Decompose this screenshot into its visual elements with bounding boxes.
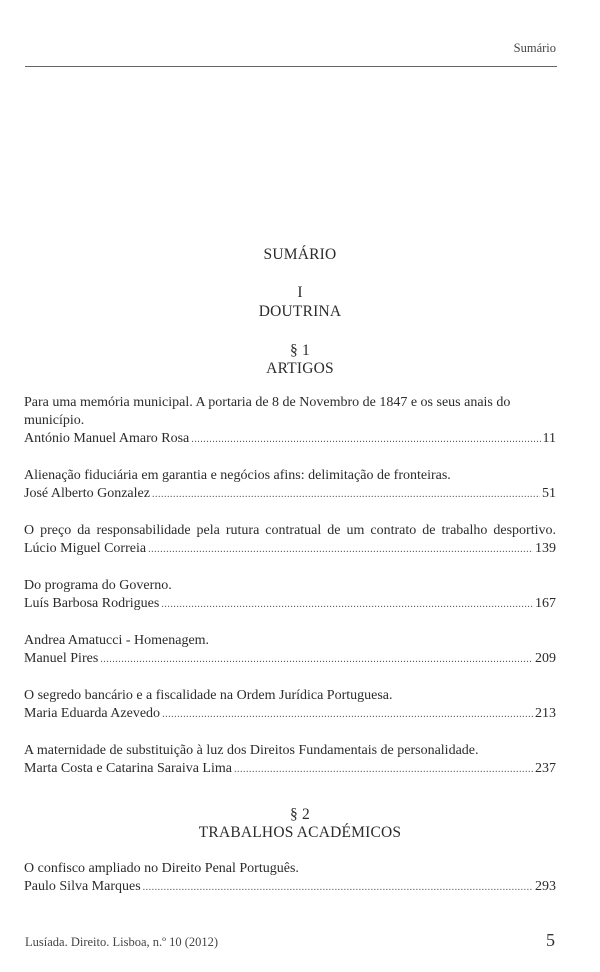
section1-entries <box>24 394 556 796</box>
entry-title: Alienação fiduciária em garantia e negócios afins: delimitação de fronteiras. <box>24 468 451 483</box>
entry-page: 51 <box>542 486 556 501</box>
page-number: 5 <box>546 930 555 950</box>
entry-line <box>24 485 556 504</box>
entry-author: Paulo Silva Marques <box>24 879 141 894</box>
section2-title: TRABALHOS ACADÉMICOS <box>198 824 402 841</box>
toc-entry <box>24 687 556 724</box>
entry-line <box>24 540 556 559</box>
journal-citation: Lusíada. Direito. Lisboa, n.º 10 (2012) <box>25 935 219 949</box>
entry-title: Andrea Amatucci - Homenagem. <box>24 633 210 648</box>
entry-author: Marta Costa e Catarina Saraiva Lima <box>24 761 232 776</box>
entry-author: Manuel Pires <box>24 651 99 666</box>
entry-page: 11 <box>542 431 556 446</box>
toc-entry <box>24 632 556 669</box>
entry-author: Luís Barbosa Rodrigues <box>24 596 160 611</box>
entry-line <box>24 595 556 614</box>
section2-symbol: § 2 <box>290 806 310 823</box>
dot-leader <box>152 485 540 504</box>
toc-entry <box>24 394 556 449</box>
entry-title: Do programa do Governo. <box>24 578 172 593</box>
entry-page: 139 <box>535 541 556 556</box>
toc-entry <box>24 577 556 614</box>
toc-entry <box>24 522 556 559</box>
toc-entry <box>24 860 556 897</box>
entry-author: Lúcio Miguel Correia <box>24 541 147 556</box>
header-rule <box>25 66 557 67</box>
entry-page: 167 <box>535 596 556 611</box>
entry-title: O preço da responsabilidade pela rutura contratual de um contrato de trabalho desportivo. <box>24 523 556 538</box>
part-title: DOUTRINA <box>258 303 342 320</box>
toc-title: SUMÁRIO <box>263 246 337 263</box>
toc-entry <box>24 467 556 504</box>
entry-line <box>24 650 556 669</box>
entry-line <box>24 878 556 897</box>
entry-line <box>24 705 556 724</box>
entry-title: A maternidade de substituição à luz dos Direitos Fundamentais de personalidade. <box>24 743 479 758</box>
dot-leader <box>234 760 533 779</box>
dot-leader <box>161 595 533 614</box>
dot-leader <box>162 705 533 724</box>
dot-leader <box>100 650 533 669</box>
entry-title: O segredo bancário e a fiscalidade na Ordem Jurídica Portuguesa. <box>24 688 393 703</box>
running-head: Sumário <box>513 41 556 55</box>
entry-title: O confisco ampliado no Direito Penal Português. <box>24 861 299 876</box>
section1-symbol: § 1 <box>290 342 310 359</box>
part-number: I <box>297 284 303 301</box>
section2-entries <box>24 860 556 914</box>
entry-line <box>24 760 556 779</box>
entry-author: José Alberto Gonzalez <box>24 486 150 501</box>
entry-page: 237 <box>535 761 556 776</box>
dot-leader <box>148 540 533 559</box>
dot-leader <box>191 430 540 449</box>
dot-leader <box>143 878 533 897</box>
entry-title: Para uma memória municipal. A portaria de 8 de Novembro de 1847 e os seus anais do município. <box>24 395 511 428</box>
entry-page: 213 <box>535 706 556 721</box>
toc-entry <box>24 742 556 779</box>
entry-page: 209 <box>535 651 556 666</box>
entry-page: 293 <box>535 879 556 894</box>
section1-title: ARTIGOS <box>266 360 334 377</box>
entry-author: António Manuel Amaro Rosa <box>24 431 190 446</box>
entry-line <box>24 430 556 449</box>
entry-author: Maria Eduarda Azevedo <box>24 706 161 721</box>
